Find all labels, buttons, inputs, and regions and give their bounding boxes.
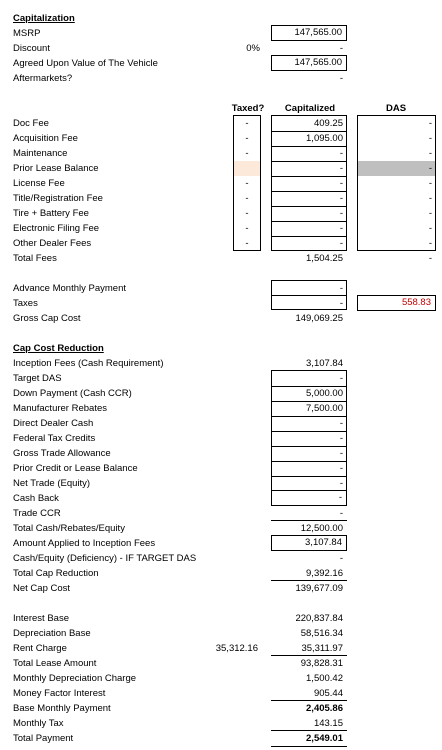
taxes-das-value[interactable]: 558.83 xyxy=(357,295,436,311)
gross-cap-cost-label: Gross Cap Cost xyxy=(13,313,81,324)
interest-base-value: 220,837.84 xyxy=(295,613,343,624)
reduction-value-direct-dealer-cash[interactable]: - xyxy=(339,418,343,429)
total-fees-label: Total Fees xyxy=(13,253,57,264)
total-fees-capitalized: 1,504.25 xyxy=(306,253,343,264)
advance-payment-value[interactable]: - xyxy=(339,283,343,294)
total-cash-value: 12,500.00 xyxy=(300,523,343,534)
msrp-label: MSRP xyxy=(13,28,41,39)
rent-charge-side-value: 35,312.16 xyxy=(215,643,258,654)
fee-label-license-fee: License Fee xyxy=(13,178,65,189)
depreciation-base-label: Depreciation Base xyxy=(13,628,91,639)
mf-interest-label: Money Factor Interest xyxy=(13,688,106,699)
msrp-input[interactable]: 147,565.00 xyxy=(271,25,347,41)
applied-inception-label: Amount Applied to Inception Fees xyxy=(13,538,156,549)
fee-das-maintenance[interactable]: - xyxy=(428,148,432,159)
fee-das-electronic-filing-fee[interactable]: - xyxy=(428,223,432,234)
reduction-value-prior-credit-or-lease-balance[interactable]: - xyxy=(339,463,343,474)
fee-taxed-prior-lease-balance[interactable] xyxy=(238,161,256,176)
fee-taxed-title-registration-fee[interactable]: - xyxy=(245,193,249,204)
fee-cap-acquisition-fee[interactable]: 1,095.00 xyxy=(306,133,343,144)
aftermarkets-value: - xyxy=(339,73,343,84)
fee-cap-license-fee[interactable]: - xyxy=(339,178,343,189)
fee-taxed-maintenance[interactable]: - xyxy=(245,148,249,159)
fee-das-prior-lease-balance[interactable]: - xyxy=(428,163,432,174)
trade-ccr-value: - xyxy=(339,508,343,519)
reduction-label-prior-credit-or-lease-balance: Prior Credit or Lease Balance xyxy=(13,463,138,474)
capitalized-header: Capitalized xyxy=(284,103,336,114)
inception-fees-value: 3,107.84 xyxy=(306,358,343,369)
reduction-value-federal-tax-credits[interactable]: - xyxy=(339,433,343,444)
applied-inception-input[interactable]: 3,107.84 xyxy=(271,535,347,551)
fee-taxed-license-fee[interactable]: - xyxy=(245,178,249,189)
reduction-label-direct-dealer-cash: Direct Dealer Cash xyxy=(13,418,94,429)
fee-cap-doc-fee[interactable]: 409.25 xyxy=(313,118,343,129)
total-fees-das: - xyxy=(428,253,432,264)
trade-ccr-label: Trade CCR xyxy=(13,508,61,519)
fee-label-other-dealer-fees: Other Dealer Fees xyxy=(13,238,92,249)
fee-das-doc-fee[interactable]: - xyxy=(428,118,432,129)
base-monthly-payment-label: Base Monthly Payment xyxy=(13,703,111,714)
total-cap-reduction-label: Total Cap Reduction xyxy=(13,568,99,579)
mf-interest-value: 905.44 xyxy=(313,688,343,699)
rent-charge-value: 35,311.97 xyxy=(301,643,343,654)
interest-base-label: Interest Base xyxy=(13,613,69,624)
total-cap-reduction-value: 9,392.16 xyxy=(306,568,343,579)
discount-percent[interactable]: 0% xyxy=(246,43,260,54)
inception-fees-label: Inception Fees (Cash Requirement) xyxy=(13,358,164,369)
base-monthly-payment-value: 2,405.86 xyxy=(306,703,343,714)
fee-das-license-fee[interactable]: - xyxy=(428,178,432,189)
fee-cap-maintenance[interactable]: - xyxy=(339,148,343,159)
total-payment-label: Total Payment xyxy=(13,733,74,744)
reduction-label-down-payment-cash-ccr: Down Payment (Cash CCR) xyxy=(13,388,132,399)
fee-das-tire-battery-fee[interactable]: - xyxy=(428,208,432,219)
fee-taxed-other-dealer-fees[interactable]: - xyxy=(245,238,249,249)
fee-label-tire-battery-fee: Tire + Battery Fee xyxy=(13,208,89,219)
reduction-value-gross-trade-allowance[interactable]: - xyxy=(339,448,343,459)
fee-label-prior-lease-balance: Prior Lease Balance xyxy=(13,163,99,174)
taxes-label: Taxes xyxy=(13,298,38,309)
das-header: DAS xyxy=(385,103,407,114)
aftermarkets-label: Aftermarkets? xyxy=(13,73,73,84)
fee-das-acquisition-fee[interactable]: - xyxy=(428,133,432,144)
fee-taxed-electronic-filing-fee[interactable]: - xyxy=(245,223,249,234)
fee-label-doc-fee: Doc Fee xyxy=(13,118,49,129)
fee-das-title-registration-fee[interactable]: - xyxy=(428,193,432,204)
taxed-header: Taxed? xyxy=(231,103,265,114)
fee-cap-tire-battery-fee[interactable]: - xyxy=(339,208,343,219)
reduction-value-target-das[interactable]: - xyxy=(339,373,343,384)
reduction-label-gross-trade-allowance: Gross Trade Allowance xyxy=(13,448,111,459)
cash-back-label: Cash Back xyxy=(13,493,59,504)
monthly-depreciation-label: Monthly Depreciation Charge xyxy=(13,673,137,684)
fee-cap-other-dealer-fees[interactable]: - xyxy=(339,238,343,249)
reduction-label-manufacturer-rebates: Manufacturer Rebates xyxy=(13,403,107,414)
fee-cap-title-registration-fee[interactable]: - xyxy=(339,193,343,204)
monthly-tax-value: 143.15 xyxy=(313,718,343,729)
agreed-value-input[interactable]: 147,565.00 xyxy=(271,55,347,71)
total-payment-value: 2,549.01 xyxy=(306,733,343,744)
reduction-value-net-trade-equity[interactable]: - xyxy=(339,478,343,489)
gross-cap-cost-value: 149,069.25 xyxy=(295,313,343,324)
fee-cap-prior-lease-balance[interactable]: - xyxy=(339,163,343,174)
depreciation-base-value: 58,516.34 xyxy=(300,628,343,639)
agreed-value-label: Agreed Upon Value of The Vehicle xyxy=(13,58,158,69)
net-cap-cost-value: 139,677.09 xyxy=(295,583,343,594)
cash-back-input[interactable]: - xyxy=(271,490,347,506)
total-lease-label: Total Lease Amount xyxy=(13,658,97,669)
fee-label-acquisition-fee: Acquisition Fee xyxy=(13,133,78,144)
discount-value: - xyxy=(339,43,343,54)
monthly-tax-label: Monthly Tax xyxy=(13,718,64,729)
reduction-label-federal-tax-credits: Federal Tax Credits xyxy=(13,433,96,444)
capitalization-title: Capitalization xyxy=(13,13,75,24)
rent-charge-label: Rent Charge xyxy=(13,643,67,654)
total-cash-label: Total Cash/Rebates/Equity xyxy=(13,523,125,534)
fee-label-electronic-filing-fee: Electronic Filing Fee xyxy=(13,223,100,234)
deficiency-value: - xyxy=(339,553,343,564)
fee-taxed-doc-fee[interactable]: - xyxy=(245,118,249,129)
fee-label-maintenance: Maintenance xyxy=(13,148,68,159)
fee-taxed-acquisition-fee[interactable]: - xyxy=(245,133,249,144)
fee-das-other-dealer-fees[interactable]: - xyxy=(428,238,432,249)
net-cap-cost-label: Net Cap Cost xyxy=(13,583,71,594)
reduction-label-net-trade-equity: Net Trade (Equity) xyxy=(13,478,91,489)
reduction-value-down-payment-cash-ccr[interactable]: 5,000.00 xyxy=(306,388,343,399)
fee-cap-electronic-filing-fee[interactable]: - xyxy=(339,223,343,234)
fee-taxed-tire-battery-fee[interactable]: - xyxy=(245,208,249,219)
reduction-value-manufacturer-rebates[interactable]: 7,500.00 xyxy=(306,403,343,414)
discount-label: Discount xyxy=(13,43,50,54)
fee-label-title-registration-fee: Title/Registration Fee xyxy=(13,193,103,204)
monthly-depreciation-value: 1,500.42 xyxy=(306,673,343,684)
reduction-label-target-das: Target DAS xyxy=(13,373,62,384)
deficiency-label: Cash/Equity (Deficiency) - IF TARGET DAS xyxy=(13,553,197,564)
taxes-value[interactable]: - xyxy=(339,298,343,309)
divider xyxy=(271,746,347,747)
advance-payment-label: Advance Monthly Payment xyxy=(13,283,127,294)
total-lease-value: 93,828.31 xyxy=(300,658,343,669)
cap-reduction-title: Cap Cost Reduction xyxy=(13,343,104,354)
